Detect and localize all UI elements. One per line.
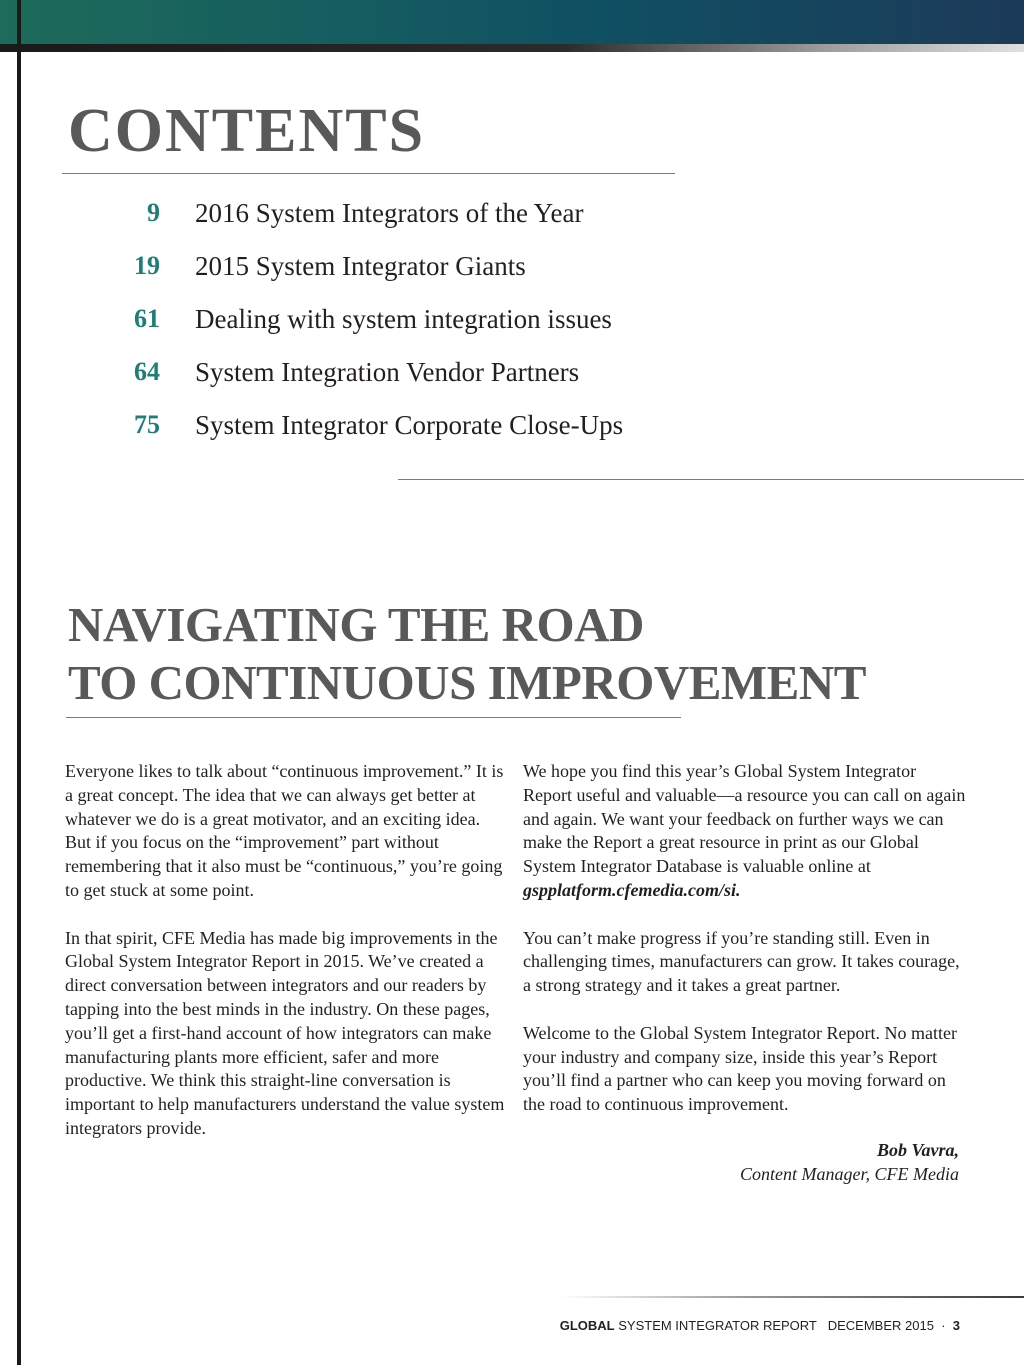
editorial-title-line2: TO CONTINUOUS IMPROVEMENT [68, 655, 866, 710]
toc-item[interactable] [0, 410, 700, 450]
editorial-column-right [523, 760, 968, 1141]
footer-publication-mid: SYSTEM INTEGRATOR [614, 1318, 760, 1333]
paragraph [523, 760, 968, 903]
toc-page-number: 64 [134, 357, 160, 386]
footer-rule [560, 1296, 1024, 1298]
toc-item-title: 2016 System Integrators of the Year [195, 198, 584, 228]
contents-divider [62, 173, 675, 174]
editorial-title-line1: NAVIGATING THE ROAD [68, 597, 644, 652]
toc-page-number: 9 [147, 198, 160, 227]
toc-item-title: System Integrator Corporate Close-Ups [195, 410, 624, 440]
toc-item[interactable] [0, 251, 700, 291]
contents-title: CONTENTS [68, 97, 426, 165]
editorial-divider [66, 717, 681, 718]
paragraph: In that spirit, CFE Media has made big improvements in the Global System Integrator Report in 2015. We’ve created a direct conversation between integrators and our readers by tapping into the best minds in the industry. On these pages, you’ll get a first-hand account of how integrators can make manufacturing plants more efficient, safer and more productive. We think this straight-line conversation is important to help manufacturers understand the value system integrators provide. [65, 927, 505, 1138]
paragraph: Welcome to the Global System Integrator Report. No matter your industry and company size, inside this year’s Report you’ll find a partner who can keep you moving forward on the road to continuous improvement. [523, 1022, 957, 1115]
toc-item-title: 2015 System Integrator Giants [195, 251, 526, 281]
signature-name: Bob Vavra, [876, 1140, 959, 1160]
toc-item-title: System Integration Vendor Partners [195, 357, 580, 387]
toc-item-title: Dealing with system integration issues [195, 304, 612, 334]
footer-date: DECEMBER 2015 [827, 1318, 934, 1333]
footer-publication-end: REPORT [759, 1318, 817, 1333]
toc-page-number: 61 [134, 304, 160, 333]
editorial-title [68, 596, 866, 712]
toc-page-number: 19 [134, 251, 160, 280]
signature-role: Content Manager, CFE Media [740, 1164, 959, 1184]
footer-publication-bold: GLOBAL [559, 1318, 615, 1333]
header-color-band [0, 0, 1024, 44]
header-rule [0, 44, 1024, 52]
editorial-column-left [65, 760, 510, 1165]
toc-item[interactable] [0, 357, 700, 397]
website-link[interactable]: gspplatform.cfemedia.com/si. [523, 879, 741, 900]
footer-page-number: 3 [952, 1318, 960, 1333]
paragraph: You can’t make progress if you’re standing still. Even in challenging times, manufacturers can grow. It takes courage, a strong strategy and it takes a great partner. [523, 927, 960, 996]
toc-item[interactable] [0, 198, 700, 238]
paragraph: Everyone likes to talk about “continuous improvement.” It is a great concept. The idea that we can always get better at whatever we do is a great motivator, and an exciting idea. But if you focus on the “improvement” part without remembering that it also must be “continuous,” you’re going to get stuck at some point. [65, 761, 504, 900]
toc-page-number: 75 [134, 410, 160, 439]
page-footer [540, 1318, 960, 1333]
paragraph-text: We hope you find this year’s Global System Integrator Report useful and valuable—a resource you can call on again and again. We want your feedback on further ways we can make the Report a great resource in print as our Global System Integrator Database is valuable online at [523, 761, 966, 877]
footer-separator: · [941, 1318, 946, 1333]
section-divider [398, 479, 1024, 480]
toc-item[interactable] [0, 304, 700, 344]
